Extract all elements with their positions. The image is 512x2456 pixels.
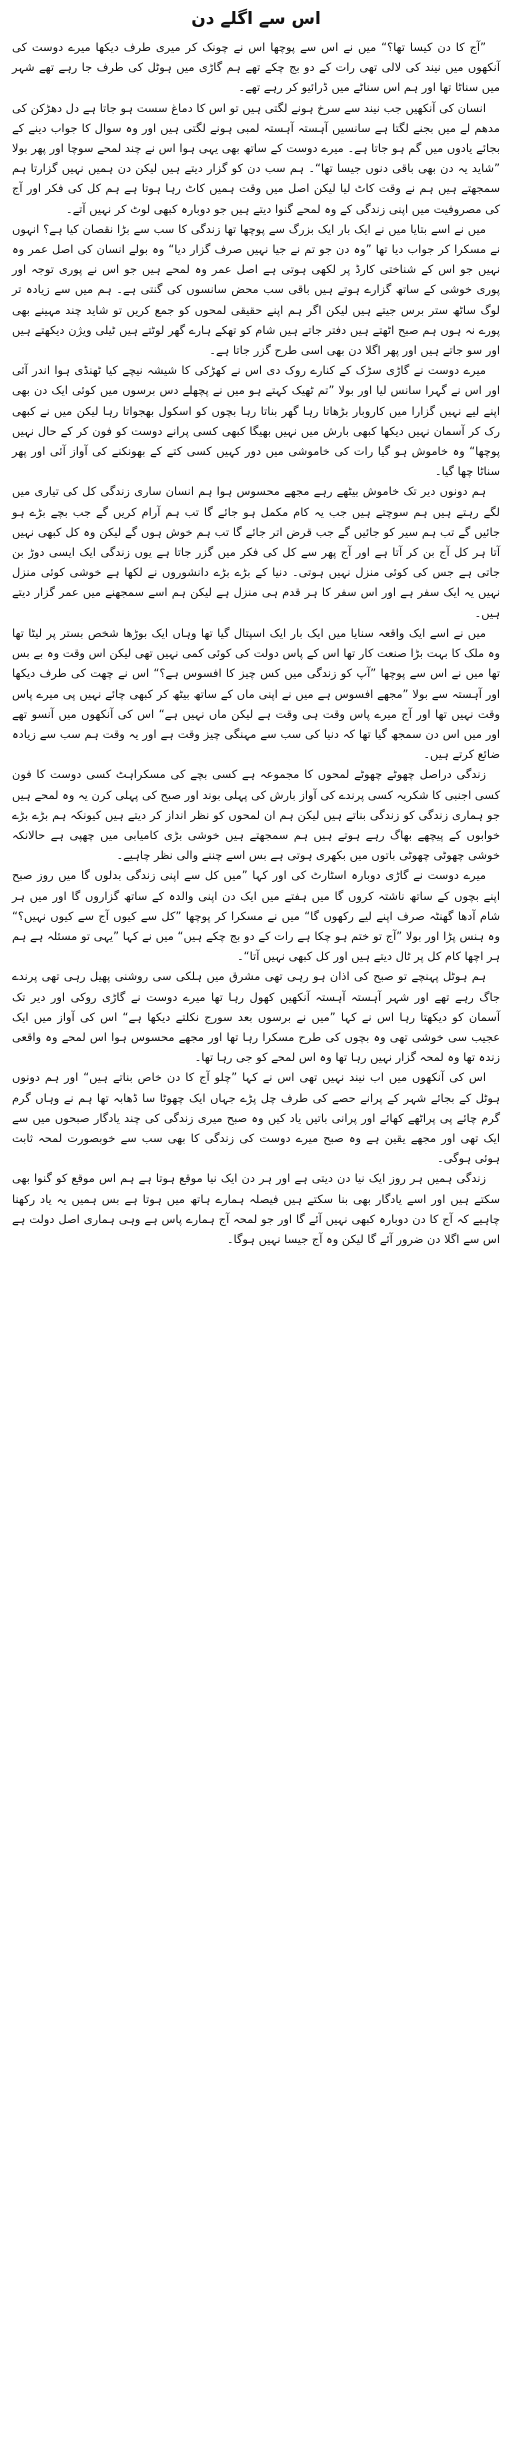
article-paragraph: میں نے اسے بتایا میں نے ایک بار ایک بزرگ سے پوچھا تھا زندگی کا سب سے بڑا نقصان کیا ہے؟ انہوں نے مسکرا کر جواب دیا تھا ”وہ دن جو تم نے جیا نہیں صرف گزار دیا“ وہ بولے انسان کی اصل عمر وہ نہیں جو اس کے شناختی کارڈ پر لکھی ہوتی ہے اصل عمر وہ لمحے ہیں جو اس نے پوری توجہ اور پوری خوشی کے ساتھ گزارے ہوتے ہیں باقی سب محض سانسوں کی گنتی ہے۔ ہم میں سے زیادہ تر لوگ ساٹھ ستر برس جیتے ہیں لیکن اگر ہم اپنے حقیقی لمحوں کو جمع کریں تو شاید چند مہینے بھی پورے نہ ہوں ہم صبح اٹھتے ہیں دفتر جاتے ہیں شام کو تھکے ہارے گھر لوٹتے ہیں ٹیلی ویژن دیکھتے ہیں اور سو جاتے ہیں اور پھر اگلا دن بھی اسی طرح گزر جاتا ہے۔ (12, 221, 500, 358)
article-paragraph: زندگی ہمیں ہر روز ایک نیا دن دیتی ہے اور ہر دن ایک نیا موقع ہوتا ہے ہم اس موقع کو گنوا بھی سکتے ہیں اور اسے یادگار بھی بنا سکتے ہیں فیصلہ ہمارے ہاتھ میں ہوتا ہے بس ہمیں یہ یاد رکھنا چاہیے کہ آج کا دن دوبارہ کبھی نہیں آئے گا اور جو لمحہ آج ہمارے پاس ہے وہی ہماری اصل دولت ہے اس سے اگلا دن ضرور آئے گا لیکن وہ آج جیسا نہیں ہوگا۔ (12, 1171, 500, 1246)
article-paragraph: ہم دونوں دیر تک خاموش بیٹھے رہے مجھے محسوس ہوا ہم انسان ساری زندگی کل کی تیاری میں لگے رہتے ہیں ہم سوچتے ہیں جب یہ کام مکمل ہو جائے گا تب ہم آرام کریں گے جب بچے بڑے ہو جائیں گے تب ہم سیر کو جائیں گے جب قرض اتر جائے گا تب ہم خوش ہوں گے لیکن وہ کل کبھی نہیں آتا ہر کل آج بن کر آتا ہے اور آج پھر سے کل کی فکر میں گزر جاتا ہے یوں زندگی ایک ایسی دوڑ بن جاتی ہے جس کی کوئی منزل نہیں ہوتی۔ دنیا کے بڑے بڑے دانشوروں نے لکھا ہے خوشی کوئی منزل نہیں یہ ایک سفر ہے اور اس سفر کا ہر قدم ہی منزل ہے لیکن ہم اسے سمجھنے میں عمر گزار دیتے ہیں۔ (12, 484, 500, 620)
article-body (12, 37, 500, 1249)
article-paragraph: انسان کی آنکھیں جب نیند سے سرخ ہونے لگتی ہیں تو اس کا دماغ سست ہو جاتا ہے دل دھڑکن کی مدھم لے میں بجنے لگتا ہے سانسیں آہستہ آہستہ لمبی ہونے لگتی ہیں اور وہ سوال کا جواب دینے کے بجائے یادوں میں گم ہو جاتا ہے۔ میرے دوست کے ساتھ بھی یہی ہوا اس نے چند لمحے سوچا اور پھر بولا ”شاید یہ دن بھی باقی دنوں جیسا تھا“۔ ہم سب دن کو گزار دیتے ہیں لیکن دن ہمیں نہیں گزارتا ہم سمجھتے ہیں ہم نے وقت کاٹ لیا لیکن اصل میں وقت ہمیں کاٹ رہا ہوتا ہے ہم کل کی فکر اور آج کی مصروفیت میں اپنی زندگی کے وہ لمحے گنوا دیتے ہیں جو دوبارہ کبھی لوٹ کر نہیں آتے۔ (12, 100, 500, 216)
article-paragraph: میرے دوست نے گاڑی دوبارہ اسٹارٹ کی اور کہا ”میں کل سے اپنی زندگی بدلوں گا میں روز صبح اپنے بچوں کے ساتھ ناشتہ کروں گا میں ہفتے میں ایک دن اپنی والدہ کے ساتھ گزاروں گا اور میں ہر شام آدھا گھنٹہ صرف اپنے لیے رکھوں گا“ میں نے مسکرا کر پوچھا ”کل سے کیوں آج سے کیوں نہیں؟“ وہ ہنس پڑا اور بولا ”آج تو ختم ہو چکا ہے رات کے دو بج چکے ہیں“ میں نے کہا ”یہی تو مسئلہ ہے ہم ہر اچھا کام کل پر ٹال دیتے ہیں اور کل کبھی نہیں آتا“۔ (12, 868, 500, 964)
article-paragraph: زندگی دراصل چھوٹے چھوٹے لمحوں کا مجموعہ ہے کسی بچے کی مسکراہٹ کسی دوست کا فون کسی اجنبی کا شکریہ کسی پرندے کی آواز بارش کی پہلی بوند اور صبح کی پہلی کرن یہ وہ لمحے ہیں جو ہماری زندگی کو زندگی بناتے ہیں لیکن ہم ان لمحوں کو نظر انداز کر دیتے ہیں کیونکہ ہم بڑے بڑے خوابوں کے پیچھے بھاگ رہے ہوتے ہیں ہم سمجھتے ہیں خوشی بڑی کامیابی میں چھپی ہے حالانکہ خوشی چھوٹی چھوٹی باتوں میں بکھری ہوتی ہے بس اسے چننے والی نظر چاہیے۔ (12, 767, 500, 863)
article-paragraph: میں نے اسے ایک واقعہ سنایا میں ایک بار ایک اسپتال گیا تھا وہاں ایک بوڑھا شخص بستر پر لیٹا تھا وہ ملک کا بہت بڑا صنعت کار تھا اس کے پاس دولت کی کوئی کمی نہیں تھی لیکن اس وقت وہ بے بس تھا میں نے اس سے پوچھا ”آپ کو زندگی میں کس چیز کا افسوس ہے؟“ اس نے چھت کی طرف دیکھا اور آہستہ سے بولا ”مجھے افسوس ہے میں نے اپنی ماں کے ساتھ بیٹھ کر کبھی چائے نہیں پی میرے پاس وقت نہیں تھا اور آج میرے پاس وقت ہی وقت ہے لیکن ماں نہیں ہے“ اس کی آنکھوں میں آنسو تھے اور میں اس دن سمجھ گیا تھا کہ دنیا کی سب سے مہنگی چیز وقت ہے اور یہ وقت ہم سب سے زیادہ ضائع کرتے ہیں۔ (12, 625, 500, 762)
article-paragraph: ”آج کا دن کیسا تھا؟“ میں نے اس سے پوچھا اس نے چونک کر میری طرف دیکھا میرے دوست کی آنکھوں میں نیند کی لالی تھی رات کے دو بج چکے تھے ہم گاڑی میں ہوٹل کی طرف جا رہے تھے شہر میں سناٹا تھا اور ہم اس سناٹے میں ڈرائیو کر رہے تھے۔ (12, 40, 500, 95)
article-paragraph: ہم ہوٹل پہنچے تو صبح کی اذان ہو رہی تھی مشرق میں ہلکی سی روشنی پھیل رہی تھی پرندے جاگ رہے تھے اور شہر آہستہ آہستہ آنکھیں کھول رہا تھا میرے دوست نے گاڑی روکی اور دیر تک آسمان کو دیکھتا رہا اس نے کہا ”میں نے برسوں بعد سورج نکلتے دیکھا ہے“ اس کی آواز میں ایک عجیب سی خوشی تھی وہ بچوں کی طرح مسکرا رہا تھا اور مجھے محسوس ہوا اس لمحے وہ واقعی زندہ تھا وہ لمحہ گزار نہیں رہا تھا وہ اس لمحے کو جی رہا تھا۔ (12, 969, 500, 1065)
article-paragraph: اس کی آنکھوں میں اب نیند نہیں تھی اس نے کہا ”چلو آج کا دن خاص بناتے ہیں“ اور ہم دونوں ہوٹل کے بجائے شہر کے پرانے حصے کی طرف چل پڑے جہاں ایک چھوٹا سا ڈھابہ تھا ہم نے وہاں گرم گرم چائے پی پراٹھے کھائے اور پرانی باتیں یاد کیں وہ صبح میری زندگی کی چند یادگار صبحوں میں سے ایک تھی اور مجھے یقین ہے وہ صبح میرے دوست کی زندگی کا بھی سب سے خوبصورت لمحہ ثابت ہوئی ہوگی۔ (12, 1070, 500, 1166)
article-paragraph: میرے دوست نے گاڑی سڑک کے کنارے روک دی اس نے کھڑکی کا شیشہ نیچے کیا ٹھنڈی ہوا اندر آئی اور اس نے گہرا سانس لیا اور بولا ”تم ٹھیک کہتے ہو میں نے پچھلے دس برسوں میں کوئی ایک دن بھی اپنے لیے نہیں گزارا میں کاروبار بڑھاتا رہا گھر بناتا رہا بچوں کو اسکول بھجواتا رہا لیکن میں نے کبھی رک کر آسمان نہیں دیکھا کبھی بارش میں نہیں بھیگا کبھی کسی پرانے دوست کو فون کر کے حال نہیں پوچھا“ وہ خاموش ہو گیا رات کی خاموشی میں دور کہیں کسی کتے کے بھونکنے کی آواز آئی اور پھر سناٹا چھا گیا۔ (12, 363, 500, 479)
article-title: اس سے اگلے دن (191, 9, 321, 29)
